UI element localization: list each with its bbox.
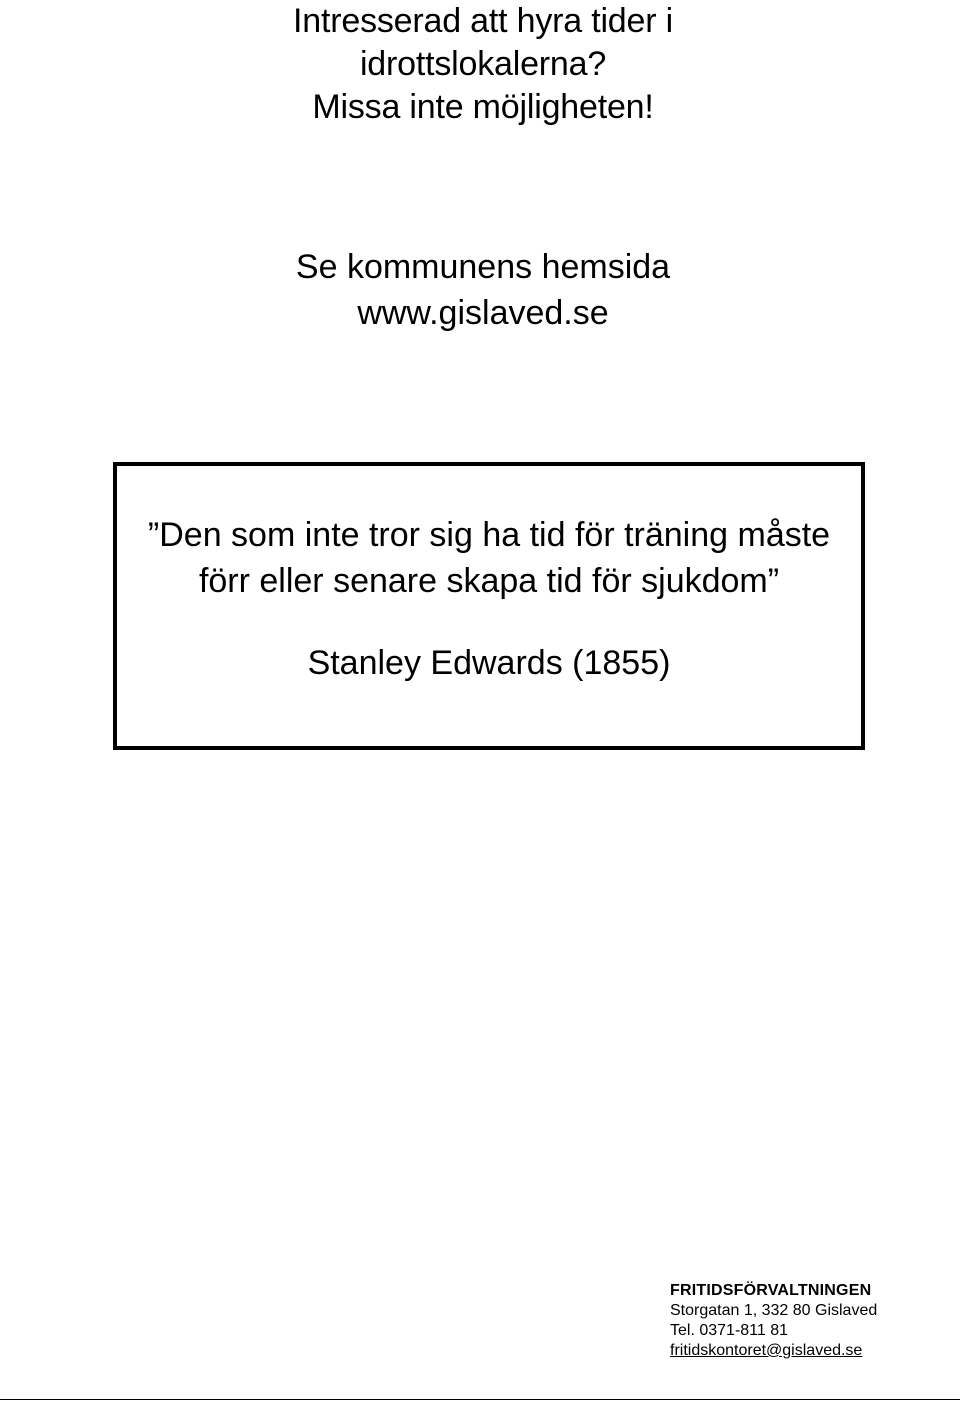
email-link[interactable]: fritidskontoret@gislaved.se: [670, 1342, 863, 1359]
quote-line-1: ”Den som inte tror sig ha tid för träning måste: [147, 516, 831, 554]
headline-line-3: Missa inte möjligheten!: [312, 88, 654, 126]
organization-name: FRITIDSFÖRVALTNINGEN: [670, 1282, 872, 1299]
website-notice-text: Se kommunens hemsida: [295, 248, 671, 286]
headline-line-2: idrottslokalerna?: [359, 45, 607, 83]
address: Storgatan 1, 332 80 Gislaved: [670, 1302, 878, 1319]
contact-footer: [670, 1281, 955, 1361]
headline: [0, 0, 960, 129]
quote-box: [113, 462, 865, 750]
quote-text: [117, 512, 861, 604]
website-notice: [0, 244, 960, 336]
quote-line-2: förr eller senare skapa tid för sjukdom”: [198, 562, 780, 600]
bottom-divider: [0, 1399, 960, 1400]
website-url: www.gislaved.se: [357, 294, 609, 332]
headline-line-1: Intresserad att hyra tider i: [293, 2, 673, 40]
quote-author: Stanley Edwards (1855): [307, 644, 671, 682]
phone: Tel. 0371-811 81: [670, 1322, 789, 1339]
